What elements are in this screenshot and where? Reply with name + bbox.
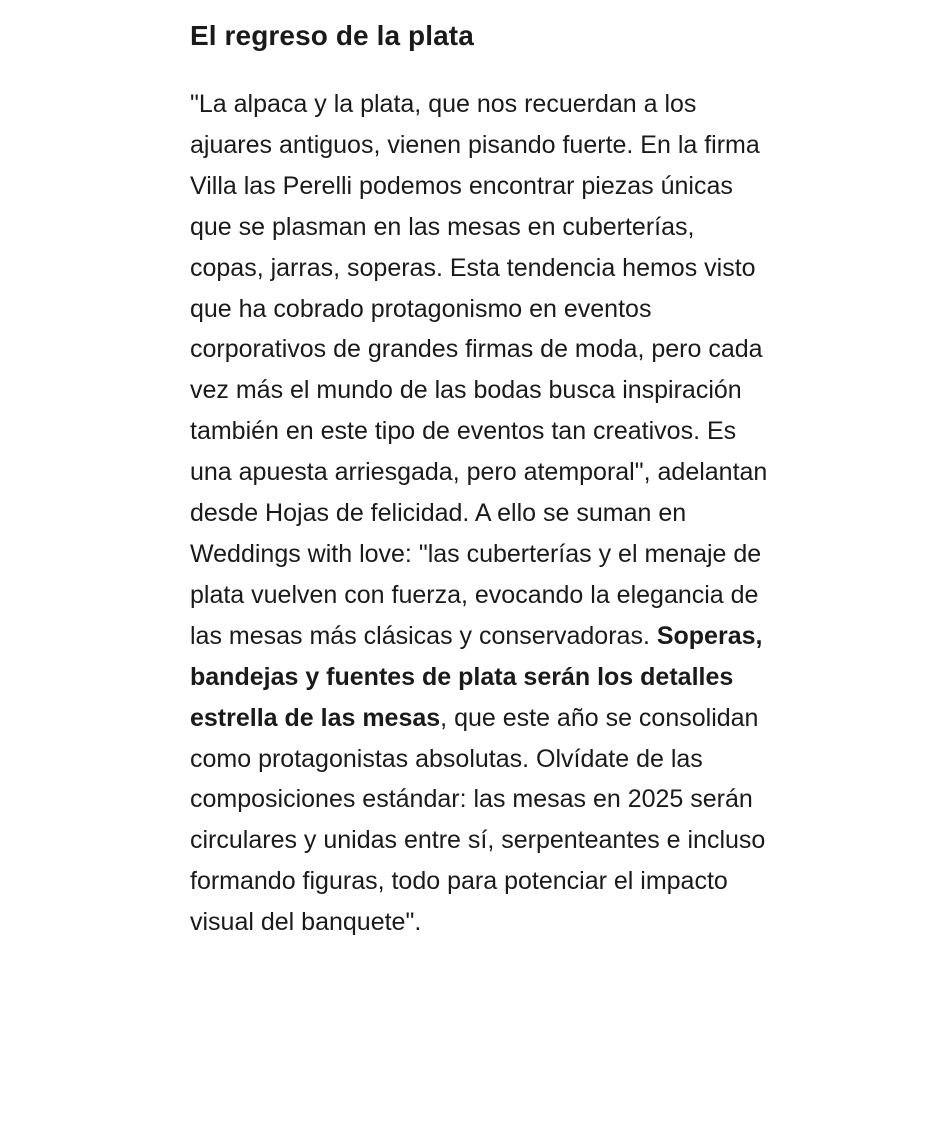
article-section <box>190 14 770 943</box>
paragraph-text-after-bold: , que este año se consolidan como protagonistas absolutas. Olvídate de las composiciones estándar: las mesas en 2025 serán circulares y unidas entre sí, serpenteantes e incluso formando figuras, todo para potenciar el impacto visual del banquete". <box>190 703 766 937</box>
paragraph-text-before-bold: "La alpaca y la plata, que nos recuerdan a los ajuares antiguos, vienen pisando fuerte. En la firma Villa las Perelli podemos encontrar piezas únicas que se plasman en las mesas en cuberterías, copas, jarras, soperas. Esta tendencia hemos visto que ha cobrado protagonismo en eventos corporativos de grandes firmas de moda, pero cada vez más el mundo de las bodas busca inspiración también en este tipo de eventos tan creativos. Es una apuesta arriesgada, pero atemporal", adelantan desde Hojas de felicidad. A ello se suman en Weddings with love: "las cuberterías y el menaje de plata vuelven con fuerza, evocando la elegancia de las mesas más clásicas y conservadoras. <box>190 90 768 650</box>
article-paragraph <box>190 84 770 943</box>
paragraph-bold-highlight: Soperas, bandejas y fuentes de plata serán los detalles estrella de las mesas <box>190 621 763 732</box>
section-heading: El regreso de la plata <box>190 20 474 51</box>
